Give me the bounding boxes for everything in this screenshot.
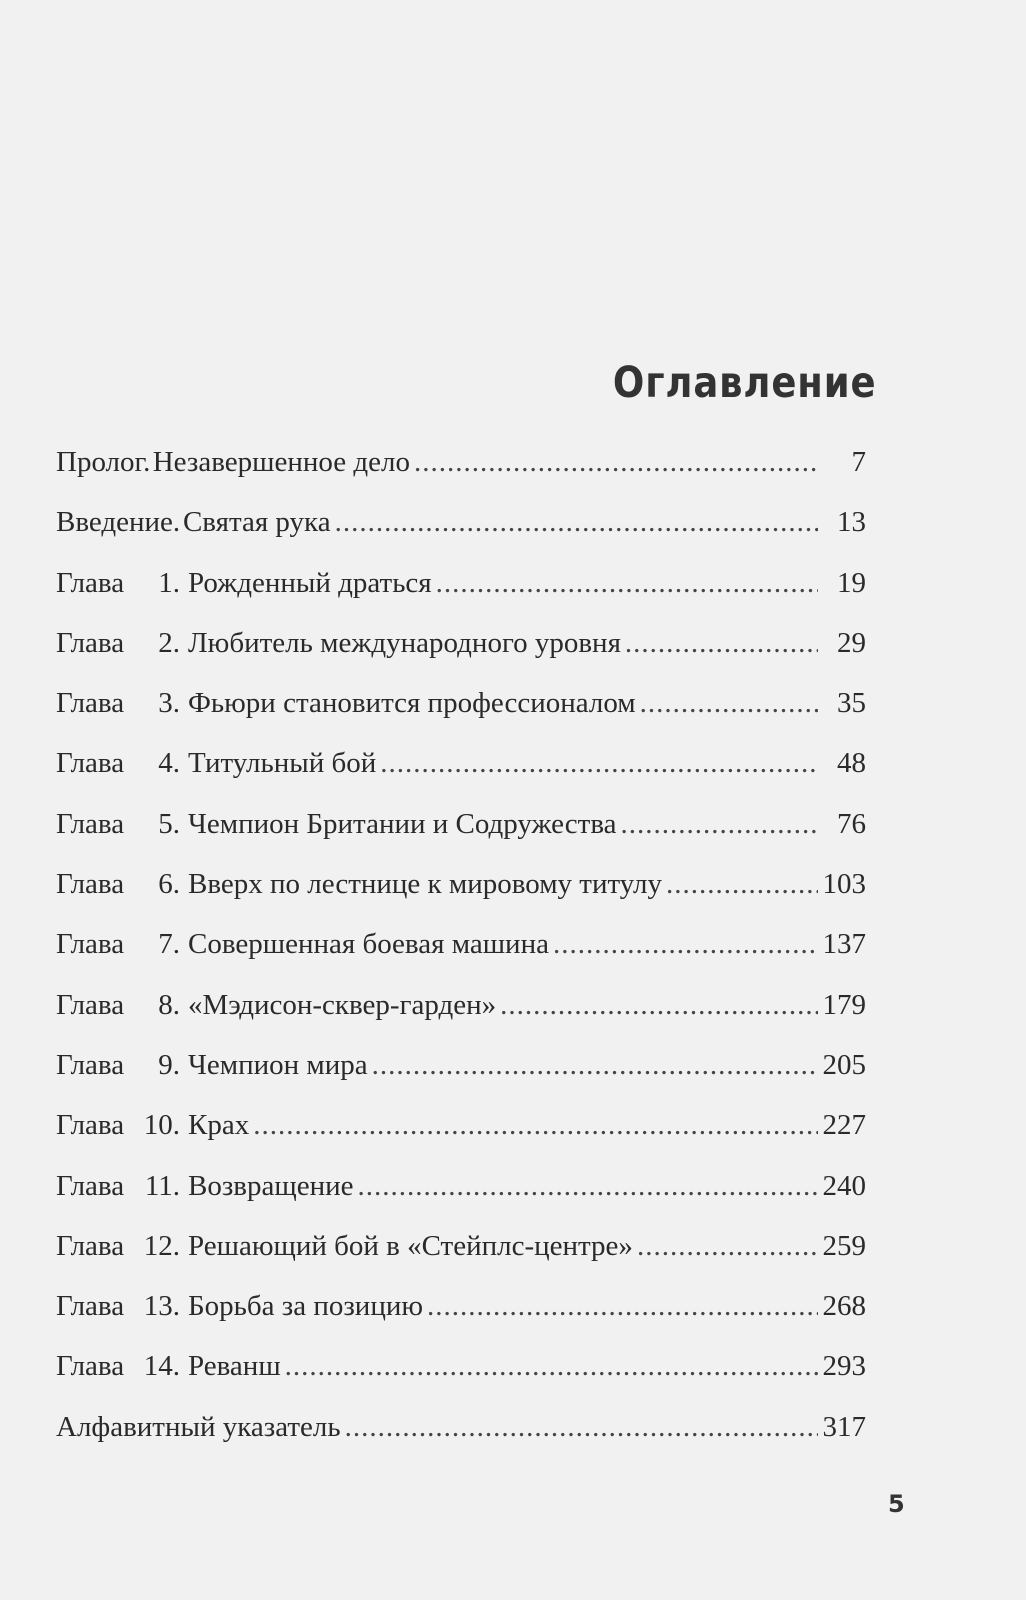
chapter-number: 1. — [158, 566, 180, 599]
toc-entry[interactable] — [56, 508, 866, 568]
chapter-label: Глава — [56, 687, 125, 720]
page-title: Оглавление — [612, 358, 876, 408]
chapter-label: Глава — [56, 1229, 125, 1262]
chapter-label: Глава — [56, 807, 125, 840]
entry-page-number: 7 — [851, 446, 866, 478]
entry-page-number: 293 — [822, 1350, 866, 1383]
entry-title: Любитель международного уровня — [188, 626, 621, 659]
entry-title: Совершенная боевая машина — [188, 928, 549, 961]
dot-leader — [553, 930, 818, 959]
chapter-number: 14. — [143, 1350, 180, 1383]
entry-page-number: 205 — [822, 1048, 866, 1081]
entry-title: Возвращение — [188, 1169, 354, 1202]
entry-title: Реванш — [188, 1350, 281, 1383]
toc-entry[interactable] — [56, 930, 866, 990]
toc-entry[interactable] — [56, 1410, 866, 1473]
entry-page-number: 240 — [822, 1169, 866, 1202]
entry-page-number: 103 — [822, 868, 866, 901]
entry-title: Борьба за позицию — [188, 1290, 424, 1323]
chapter-label: Глава — [56, 747, 125, 780]
toc-entry[interactable] — [56, 1292, 866, 1352]
chapter-number: 11. — [144, 1169, 180, 1202]
chapter-prefix — [56, 1292, 188, 1321]
entry-page-number: 35 — [837, 687, 866, 720]
chapter-label: Глава — [56, 566, 125, 599]
chapter-label: Глава — [56, 928, 125, 961]
toc-entry[interactable] — [56, 448, 866, 508]
section-label: Введение. — [56, 506, 181, 539]
dot-leader — [253, 1111, 818, 1140]
dot-leader — [640, 689, 818, 718]
entry-page-number: 137 — [822, 928, 866, 961]
page-number: 5 — [888, 1490, 905, 1518]
toc-entry[interactable] — [56, 749, 866, 809]
entry-title: Чемпион Британии и Содружества — [188, 807, 617, 840]
entry-title: Решающий бой в «Стейплс-центре» — [188, 1229, 633, 1262]
chapter-number: 10. — [143, 1109, 180, 1142]
chapter-prefix — [56, 1048, 188, 1081]
dot-leader — [357, 1172, 818, 1201]
chapter-prefix — [56, 1111, 188, 1140]
dot-leader — [414, 448, 818, 477]
entry-title: Рожденный драться — [188, 566, 432, 599]
chapter-label: Глава — [56, 1048, 125, 1081]
chapter-number: 13. — [143, 1290, 180, 1323]
dot-leader — [335, 508, 818, 537]
chapter-prefix — [56, 870, 188, 899]
dot-leader — [621, 810, 818, 839]
entry-page-number: 268 — [822, 1290, 866, 1323]
toc-entry[interactable] — [56, 1352, 866, 1412]
toc-entry[interactable] — [56, 1111, 866, 1171]
chapter-number: 4. — [158, 747, 180, 780]
chapter-number: 7. — [158, 928, 180, 961]
dot-leader — [500, 991, 818, 1020]
chapter-number: 12. — [143, 1229, 180, 1262]
chapter-number: 5. — [158, 807, 180, 840]
toc-entry[interactable] — [56, 870, 866, 930]
toc-entry[interactable] — [56, 1169, 866, 1232]
chapter-number: 8. — [158, 988, 180, 1021]
chapter-label: Глава — [56, 868, 125, 901]
chapter-label: Глава — [56, 1169, 125, 1202]
entry-title: Святая рука — [182, 506, 331, 539]
chapter-label: Глава — [56, 1290, 125, 1323]
toc-entry[interactable] — [56, 1048, 866, 1111]
entry-title: Крах — [188, 1109, 250, 1142]
chapter-label: Глава — [56, 1350, 125, 1383]
chapter-number: 3. — [158, 687, 180, 720]
entry-page-number: 259 — [822, 1229, 866, 1262]
entry-page-number: 76 — [837, 807, 866, 840]
chapter-label: Глава — [56, 1109, 125, 1142]
dot-leader — [436, 569, 818, 598]
chapter-prefix — [56, 930, 188, 959]
dot-leader — [625, 629, 818, 658]
toc-entry[interactable] — [56, 689, 866, 749]
entry-page-number: 179 — [822, 988, 866, 1021]
entry-title: «Мэдисон-сквер-гарден» — [188, 988, 497, 1021]
entry-page-number: 13 — [837, 506, 866, 539]
toc-entry[interactable] — [56, 807, 866, 870]
entry-page-number: 227 — [822, 1109, 866, 1142]
entry-title: Незавершенное дело — [152, 446, 410, 478]
entry-page-number: 317 — [822, 1410, 866, 1443]
toc-list — [56, 448, 866, 1473]
section-label: Алфавитный указатель — [56, 1410, 341, 1443]
entry-title: Чемпион мира — [188, 1048, 368, 1081]
chapter-prefix — [56, 689, 188, 718]
chapter-label: Глава — [56, 988, 125, 1021]
toc-entry[interactable] — [56, 626, 866, 689]
chapter-prefix — [56, 988, 188, 1021]
entry-title: Вверх по лестнице к мировому титулу — [188, 868, 662, 901]
dot-leader — [372, 1051, 818, 1080]
chapter-number: 6. — [158, 868, 180, 901]
chapter-prefix — [56, 749, 188, 778]
dot-leader — [285, 1352, 818, 1381]
entry-page-number: 19 — [837, 566, 866, 599]
entry-page-number: 48 — [837, 747, 866, 780]
toc-entry[interactable] — [56, 988, 866, 1051]
toc-entry[interactable] — [56, 566, 866, 629]
entry-title: Фьюри становится профессионалом — [188, 687, 636, 720]
dot-leader — [345, 1413, 818, 1442]
entry-page-number: 29 — [837, 626, 866, 659]
dot-leader — [427, 1292, 818, 1321]
chapter-number: 2. — [158, 626, 180, 659]
chapter-prefix — [56, 626, 188, 659]
entry-title: Титульный бой — [188, 747, 377, 780]
chapter-prefix — [56, 1352, 188, 1381]
chapter-label: Глава — [56, 626, 125, 659]
chapter-prefix — [56, 807, 188, 840]
section-label: Пролог. — [56, 446, 151, 478]
dot-leader — [380, 749, 818, 778]
dot-leader — [666, 870, 818, 899]
chapter-prefix — [56, 1229, 188, 1262]
toc-entry[interactable] — [56, 1229, 866, 1292]
chapter-prefix — [56, 566, 188, 599]
dot-leader — [637, 1232, 818, 1261]
chapter-number: 9. — [158, 1048, 180, 1081]
chapter-prefix — [56, 1169, 188, 1202]
